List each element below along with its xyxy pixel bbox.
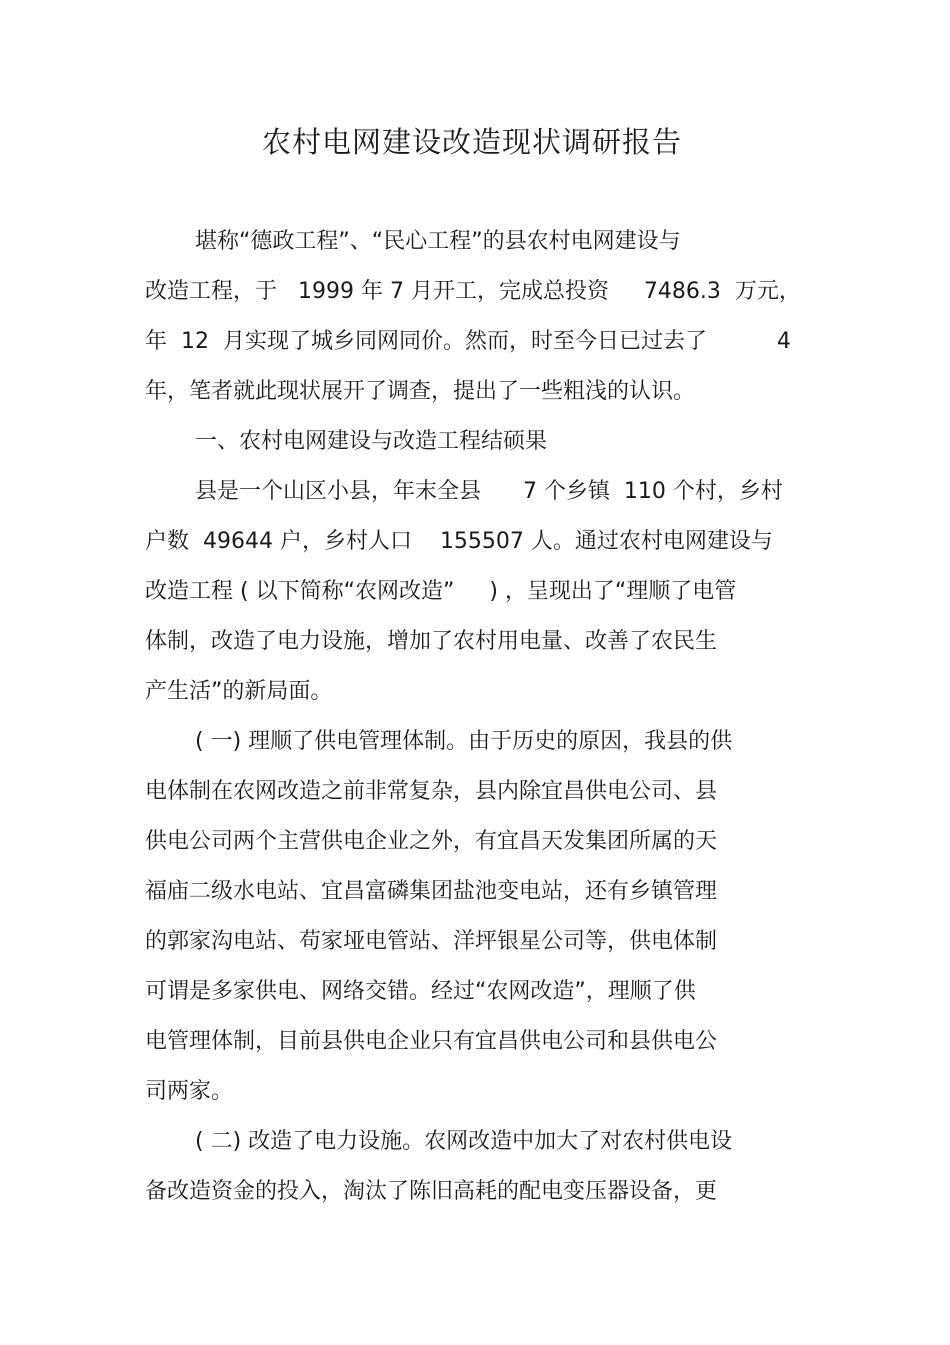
paragraph-line: 司两家。 xyxy=(145,1079,234,1104)
document-title: 农村电网建设改造现状调研报告 xyxy=(261,125,682,159)
paragraph-line: 年 12 月实现了城乡同网同价。然而，时至今日已过去了 4 xyxy=(145,329,791,354)
paragraph-line: 改造工程，于 1999 年 7 月开工，完成总投资 7486.3 万元， xyxy=(145,279,801,304)
paragraph-line: 可谓是多家供电、网络交错。经过“农网改造”，理顺了供 xyxy=(145,979,696,1004)
paragraph-line: 户数 49644 户，乡村人口 155507 人。通过农村电网建设与 xyxy=(145,529,773,554)
paragraph-line: 电体制在农网改造之前非常复杂，县内除宜昌供电公司、县 xyxy=(145,779,718,804)
paragraph-line: 堪称“德政工程”、“民心工程”的县农村电网建设与 xyxy=(195,229,681,254)
paragraph-line: 改造工程 ( 以下简称“农网改造” ) ，呈现出了“理顺了电管 xyxy=(145,579,737,604)
paragraph-line: 年，笔者就此现状展开了调查，提出了一些粗浅的认识。 xyxy=(145,379,696,404)
paragraph-line: 福庙二级水电站、宜昌富磷集团盐池变电站，还有乡镇管理 xyxy=(145,879,718,904)
paragraph-line: ( 二) 改造了电力设施。农网改造中加大了对农村供电设 xyxy=(195,1129,733,1154)
section-heading: 一、农村电网建设与改造工程结硕果 xyxy=(195,429,548,454)
paragraph-line: 体制，改造了电力设施，增加了农村用电量、改善了农民生 xyxy=(145,629,718,654)
paragraph-line: 的郭家沟电站、苟家垭电管站、洋坪银星公司等，供电体制 xyxy=(145,929,718,954)
paragraph-line: ( 一) 理顺了供电管理体制。由于历史的原因，我县的供 xyxy=(195,729,733,754)
paragraph-line: 电管理体制，目前县供电企业只有宜昌供电公司和县供电公 xyxy=(145,1029,718,1054)
paragraph-line: 备改造资金的投入，淘汰了陈旧高耗的配电变压器设备，更 xyxy=(145,1179,718,1204)
paragraph-line: 供电公司两个主营供电企业之外，有宜昌天发集团所属的天 xyxy=(145,829,718,854)
paragraph-line: 产生活”的新局面。 xyxy=(145,679,333,704)
paragraph-line: 县是一个山区小县，年末全县 7 个乡镇 110 个村，乡村 xyxy=(195,479,783,504)
